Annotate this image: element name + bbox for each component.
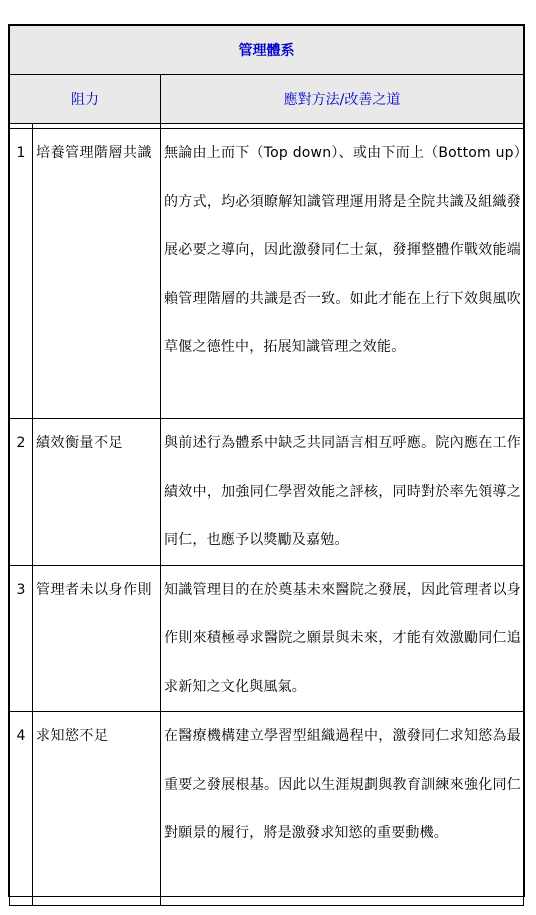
row-number: 1 <box>10 129 33 419</box>
table-row <box>10 712 524 906</box>
method-cell: 在醫療機構建立學習型組織過程中，激發同仁求知慾為最重要之發展根基。因此以生涯規劃與教育訓練來強化同仁對願景的履行，將是激發求知慾的重要動機。 <box>161 712 524 906</box>
method-cell: 無論由上而下（Top down）、或由下而上（Bottom up）的方式，均必須瞭解知識管理運用將是全院共識及組織發展必要之導向，因此激發同仁士氣，發揮整體作戰效能端賴管理階層的共識是否一致。如此才能在上行下效與風吹草偃之德性中，拓展知識管理之效能。 <box>161 129 524 419</box>
table-row <box>10 419 524 566</box>
header-method: 應對方法/改善之道 <box>161 75 524 124</box>
row-number: 4 <box>10 712 33 906</box>
management-system-table-frame <box>8 24 525 897</box>
method-cell: 與前述行為體系中缺乏共同語言相互呼應。院內應在工作績效中，加強同仁學習效能之評核，同時對於率先領導之同仁，也應予以獎勵及嘉勉。 <box>161 419 524 566</box>
resistance-cell: 求知慾不足 <box>33 712 161 906</box>
resistance-cell: 培養管理階層共識 <box>33 129 161 419</box>
resistance-cell: 績效衡量不足 <box>33 419 161 566</box>
header-resistance: 阻力 <box>10 75 161 124</box>
row-number: 2 <box>10 419 33 566</box>
table-row <box>10 565 524 712</box>
header-row <box>10 75 524 124</box>
row-number: 3 <box>10 565 33 712</box>
table-row <box>10 129 524 419</box>
resistance-cell: 管理者未以身作則 <box>33 565 161 712</box>
method-cell: 知識管理目的在於奠基未來醫院之發展，因此管理者以身作則來積極尋求醫院之願景與未來，才能有效激勵同仁追求新知之文化與風氣。 <box>161 565 524 712</box>
title-row <box>10 26 524 75</box>
table-title: 管理體系 <box>10 26 524 75</box>
management-system-table <box>9 25 524 906</box>
